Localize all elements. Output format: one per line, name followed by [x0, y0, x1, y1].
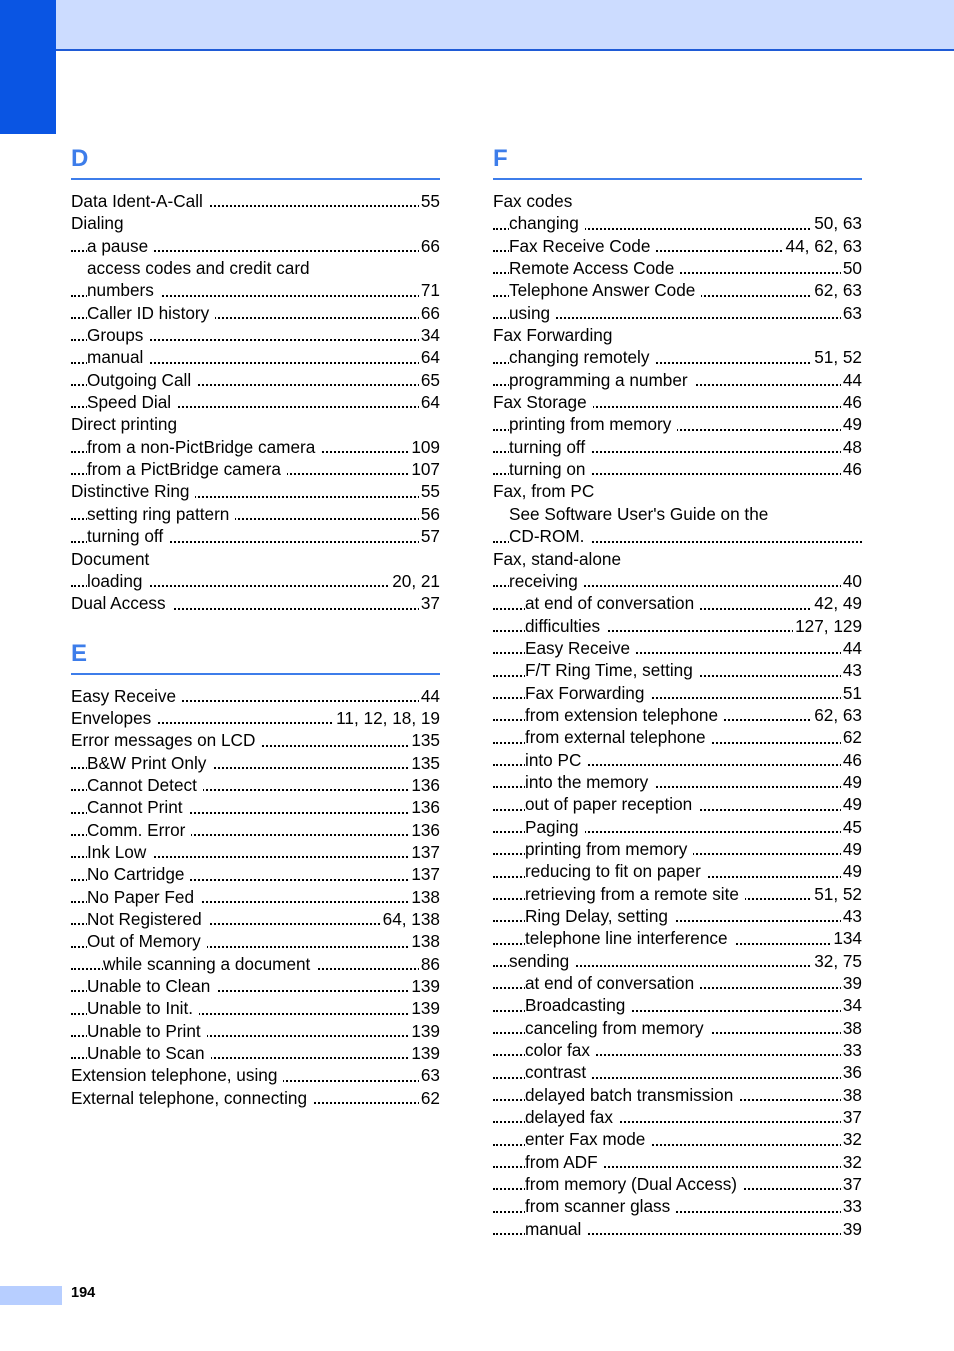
index-term: Ring Delay, setting — [525, 906, 674, 926]
page-reference[interactable]: 34 — [420, 325, 440, 346]
index-entry — [493, 525, 862, 547]
index-term: Comm. Error — [87, 820, 191, 840]
page-reference[interactable]: 44 — [842, 637, 862, 658]
header-band — [0, 0, 954, 51]
index-entry — [493, 905, 862, 927]
index-term: Easy Receive — [525, 638, 636, 658]
index-entry — [71, 391, 440, 413]
index-entry — [493, 927, 862, 949]
index-term: from extension telephone — [525, 705, 724, 725]
page-reference[interactable]: 71 — [420, 280, 440, 301]
page-reference[interactable]: 51, 52 — [814, 883, 862, 904]
index-entry — [493, 413, 862, 435]
page-reference[interactable]: 135 — [411, 752, 440, 773]
index-entry — [71, 729, 440, 751]
page-reference[interactable]: 137 — [411, 864, 440, 885]
page-reference[interactable]: 49 — [842, 794, 862, 815]
index-entry — [71, 819, 440, 841]
page-reference[interactable]: 109 — [411, 436, 440, 457]
index-term: Fax, from PC — [493, 481, 600, 501]
index-term: No Paper Fed — [87, 887, 200, 907]
page-reference[interactable]: 134 — [833, 928, 862, 949]
index-term: from external telephone — [525, 727, 712, 747]
index-entry — [493, 436, 862, 458]
page-reference[interactable]: 135 — [411, 730, 440, 751]
index-entry — [71, 257, 440, 279]
page-reference[interactable]: 37 — [842, 1174, 862, 1195]
index-term: Groups — [87, 325, 149, 345]
page-reference[interactable]: 46 — [842, 459, 862, 480]
page-reference[interactable]: 139 — [411, 976, 440, 996]
index-entry — [493, 994, 862, 1016]
index-term: Remote Access Code — [509, 258, 680, 278]
index-entry — [71, 503, 440, 525]
index-term: Fax, stand-alone — [493, 549, 627, 569]
page-reference[interactable]: 44, 62, 63 — [785, 235, 862, 256]
index-entry — [71, 863, 440, 885]
index-entry — [71, 212, 440, 234]
index-entry — [71, 685, 440, 707]
index-entry — [493, 682, 862, 704]
page-reference[interactable]: 39 — [842, 973, 862, 994]
index-entry — [71, 190, 440, 212]
page-reference[interactable]: 139 — [411, 998, 440, 1019]
index-entry — [71, 841, 440, 863]
index-entry — [493, 257, 862, 279]
index-entry — [493, 548, 862, 570]
page-reference[interactable]: 36 — [842, 1062, 862, 1083]
page-reference[interactable]: 20, 21 — [392, 570, 440, 591]
index-term: changing remotely — [509, 347, 655, 367]
index-term: Fax Storage — [493, 392, 593, 412]
page-reference[interactable]: 127, 129 — [795, 615, 862, 636]
page-reference[interactable]: 65 — [420, 369, 440, 390]
index-term: into the memory — [525, 772, 654, 792]
index-entry — [493, 369, 862, 391]
page-reference[interactable]: 86 — [420, 953, 440, 974]
section-rule — [493, 178, 862, 180]
index-term: difficulties — [525, 616, 606, 636]
index-term: programming a number — [509, 370, 694, 390]
index-entry — [493, 346, 862, 368]
index-term: receiving — [509, 571, 584, 591]
page-reference[interactable]: 50, 63 — [814, 213, 862, 234]
index-entry — [493, 190, 862, 212]
index-entry — [493, 1061, 862, 1083]
index-term: at end of conversation — [525, 593, 700, 613]
index-entry — [71, 1064, 440, 1086]
index-term: Fax Forwarding — [493, 325, 618, 345]
index-term: See Software User's Guide on the — [509, 504, 774, 524]
index-term: turning on — [509, 459, 591, 479]
index-term: reducing to fit on paper — [525, 861, 707, 881]
index-entry — [493, 860, 862, 882]
index-entry — [71, 525, 440, 547]
page-number: 194 — [71, 1285, 96, 1301]
index-term: enter Fax mode — [525, 1129, 651, 1149]
page-reference[interactable]: 138 — [411, 886, 440, 907]
page-reference[interactable]: 43 — [842, 906, 862, 926]
index-term: Dual Access — [71, 593, 172, 613]
index-term: printing from memory — [509, 414, 677, 434]
index-term: manual — [87, 347, 149, 367]
index-entry — [493, 1084, 862, 1106]
index-entry — [493, 279, 862, 301]
index-term: F/T Ring Time, setting — [525, 660, 699, 680]
index-entry — [493, 592, 862, 614]
index-term: a pause — [87, 236, 154, 256]
page-reference[interactable]: 38 — [842, 1017, 862, 1038]
page-reference[interactable]: 44 — [842, 369, 862, 390]
index-column-left — [71, 140, 440, 1109]
page-reference[interactable]: 11, 12, 18, 19 — [336, 707, 440, 728]
index-entry — [71, 1020, 440, 1042]
page-reference[interactable]: 51 — [842, 682, 862, 703]
page-reference[interactable]: 38 — [842, 1084, 862, 1105]
page-reference[interactable]: 55 — [420, 481, 440, 502]
index-term: Dialing — [71, 213, 130, 233]
index-entry — [493, 324, 862, 346]
index-entry — [71, 436, 440, 458]
page-reference[interactable]: 138 — [411, 931, 440, 952]
index-term: changing — [509, 213, 585, 233]
index-entry — [71, 908, 440, 930]
page-reference[interactable]: 107 — [411, 459, 440, 480]
index-entry — [493, 950, 862, 972]
index-term: numbers — [87, 280, 160, 300]
index-term: Caller ID history — [87, 303, 215, 323]
index-entry — [493, 1017, 862, 1039]
page-reference[interactable]: 33 — [842, 1040, 862, 1061]
index-entry — [493, 503, 862, 525]
index-entry — [71, 592, 440, 614]
index-entry — [493, 1195, 862, 1217]
index-entry — [493, 838, 862, 860]
index-entry — [493, 391, 862, 413]
page-reference[interactable]: 136 — [411, 819, 440, 840]
page-reference[interactable]: 33 — [842, 1196, 862, 1217]
page-reference[interactable]: 45 — [842, 816, 862, 837]
section-heading-e: E — [71, 639, 88, 667]
page-reference[interactable]: 40 — [842, 570, 862, 591]
index-term: Unable to Clean — [87, 976, 216, 996]
index-term: at end of conversation — [525, 973, 700, 993]
index-entry — [71, 707, 440, 729]
index-entry — [71, 975, 440, 997]
index-term: from memory (Dual Access) — [525, 1174, 743, 1194]
page-reference[interactable]: 50 — [842, 258, 862, 279]
section-rule — [71, 673, 440, 675]
page-reference[interactable]: 66 — [420, 302, 440, 323]
page-reference[interactable]: 64, 138 — [382, 908, 440, 929]
index-entry — [493, 1128, 862, 1150]
index-entry — [71, 752, 440, 774]
index-entry — [493, 972, 862, 994]
page-reference[interactable]: 49 — [842, 771, 862, 792]
index-term: No Cartridge — [87, 864, 190, 884]
index-term: out of paper reception — [525, 794, 698, 814]
index-term: Error messages on LCD — [71, 730, 261, 750]
section-rule — [71, 178, 440, 180]
index-entry — [71, 1042, 440, 1064]
page-reference[interactable]: 37 — [420, 593, 440, 614]
index-term: from ADF — [525, 1152, 604, 1172]
index-entry — [493, 659, 862, 681]
index-term: Easy Receive — [71, 686, 182, 706]
index-term: Unable to Print — [87, 1021, 207, 1041]
page-reference[interactable]: 46 — [842, 749, 862, 770]
index-term: access codes and credit card — [87, 258, 316, 278]
page-reference[interactable]: 44 — [420, 685, 440, 706]
index-entry — [493, 816, 862, 838]
page-reference[interactable]: 63 — [842, 302, 862, 323]
index-term: from a non-PictBridge camera — [87, 437, 321, 457]
index-term: Telephone Answer Code — [509, 280, 701, 300]
page-reference[interactable]: 56 — [420, 503, 440, 524]
page-reference[interactable]: 46 — [842, 392, 862, 413]
index-entry — [493, 793, 862, 815]
page-reference[interactable]: 49 — [842, 861, 862, 882]
page-reference[interactable]: 62, 63 — [814, 704, 862, 725]
page-reference[interactable]: 32 — [842, 1129, 862, 1150]
index-entry — [71, 796, 440, 818]
index-entry — [71, 480, 440, 502]
index-term: Not Registered — [87, 909, 208, 929]
index-term: into PC — [525, 750, 587, 770]
index-entry — [71, 235, 440, 257]
index-term: Data Ident-A-Call — [71, 191, 209, 211]
index-entry — [71, 930, 440, 952]
page-reference[interactable]: 62 — [842, 727, 862, 748]
page-reference[interactable]: 57 — [420, 526, 440, 547]
index-term: Envelopes — [71, 708, 157, 728]
index-entry — [493, 570, 862, 592]
index-term: printing from memory — [525, 839, 693, 859]
index-term: contrast — [525, 1062, 592, 1082]
page-reference[interactable]: 137 — [411, 841, 440, 862]
page-reference[interactable]: 139 — [411, 1020, 440, 1041]
index-entry — [493, 235, 862, 257]
index-entry — [493, 458, 862, 480]
index-term: canceling from memory — [525, 1018, 710, 1038]
index-term: Broadcasting — [525, 995, 631, 1015]
page-reference[interactable]: 66 — [420, 235, 440, 256]
index-entry — [493, 1039, 862, 1061]
index-entry — [71, 302, 440, 324]
page-reference[interactable]: 39 — [842, 1218, 862, 1239]
index-entry — [71, 346, 440, 368]
index-term: Ink Low — [87, 842, 152, 862]
page-reference[interactable]: 62, 63 — [814, 280, 862, 301]
index-entry — [71, 369, 440, 391]
index-term: Speed Dial — [87, 392, 177, 412]
index-entry — [493, 883, 862, 905]
section-heading-d: D — [71, 145, 89, 172]
page-reference[interactable]: 136 — [411, 797, 440, 818]
index-entry — [493, 1173, 862, 1195]
index-entry — [71, 953, 440, 975]
index-column-right — [493, 140, 862, 1240]
index-term: delayed fax — [525, 1107, 619, 1127]
index-entry — [71, 548, 440, 570]
index-term: Cannot Detect — [87, 775, 203, 795]
index-term: Direct printing — [71, 414, 183, 434]
page-reference[interactable]: 62 — [420, 1087, 440, 1108]
index-term: Paging — [525, 817, 585, 837]
index-term: Fax Receive Code — [509, 236, 656, 256]
index-term: Unable to Init. — [87, 998, 199, 1018]
index-term: telephone line interference — [525, 928, 734, 948]
index-entry — [493, 615, 862, 637]
index-term: while scanning a document — [103, 954, 316, 974]
index-term: from a PictBridge camera — [87, 459, 287, 479]
index-entry — [71, 997, 440, 1019]
index-entry — [71, 458, 440, 480]
page-reference[interactable]: 64 — [420, 347, 440, 368]
page-reference[interactable]: 63 — [420, 1065, 440, 1086]
index-term: sending — [509, 951, 575, 971]
index-term: Distinctive Ring — [71, 481, 195, 501]
index-entry — [71, 774, 440, 796]
index-term: Document — [71, 549, 155, 569]
page-reference[interactable]: 55 — [420, 191, 440, 211]
page-reference[interactable]: 32 — [842, 1151, 862, 1172]
index-term: turning off — [87, 526, 169, 546]
index-entry — [71, 570, 440, 592]
index-entry — [493, 1218, 862, 1240]
index-term: color fax — [525, 1040, 596, 1060]
index-entry — [71, 886, 440, 908]
footer-band — [0, 1286, 62, 1305]
section-heading-f: F — [493, 145, 508, 172]
page-reference[interactable]: 43 — [842, 660, 862, 681]
index-term: B&W Print Only — [87, 753, 212, 773]
index-term: Outgoing Call — [87, 370, 197, 390]
page-reference[interactable]: 136 — [411, 774, 440, 795]
index-entry — [493, 212, 862, 234]
index-tab-marker — [0, 0, 56, 134]
index-term: CD-ROM. — [509, 526, 590, 546]
index-term: Fax codes — [493, 191, 578, 211]
index-entry — [493, 1106, 862, 1128]
index-entry — [493, 1151, 862, 1173]
index-entry — [493, 726, 862, 748]
index-entry — [493, 704, 862, 726]
index-term: External telephone, connecting — [71, 1088, 313, 1108]
index-term: loading — [87, 571, 148, 591]
index-term: turning off — [509, 437, 591, 457]
index-term: Cannot Print — [87, 797, 189, 817]
page-reference[interactable]: 51, 52 — [814, 347, 862, 368]
index-term: delayed batch transmission — [525, 1085, 739, 1105]
page-reference[interactable]: 49 — [842, 838, 862, 859]
index-entry — [493, 749, 862, 771]
index-term: Unable to Scan — [87, 1043, 211, 1063]
index-term: Out of Memory — [87, 931, 207, 951]
index-entry — [493, 771, 862, 793]
page-reference[interactable]: 34 — [842, 995, 862, 1016]
index-term: retrieving from a remote site — [525, 884, 745, 904]
index-term: using — [509, 303, 556, 323]
index-term: setting ring pattern — [87, 504, 235, 524]
page-reference[interactable]: 139 — [411, 1043, 440, 1064]
page-reference[interactable]: 64 — [420, 392, 440, 413]
index-entry — [493, 302, 862, 324]
index-term: manual — [525, 1219, 587, 1239]
index-entry — [71, 413, 440, 435]
index-term: from scanner glass — [525, 1196, 676, 1216]
index-entry — [493, 480, 862, 502]
index-entry — [71, 279, 440, 301]
page-reference[interactable]: 32, 75 — [814, 950, 862, 971]
page-reference[interactable]: 37 — [842, 1107, 862, 1128]
index-entry — [71, 324, 440, 346]
page-reference[interactable]: 42, 49 — [814, 593, 862, 614]
page-reference[interactable]: 49 — [842, 414, 862, 435]
page-reference[interactable]: 48 — [842, 436, 862, 457]
index-term: Fax Forwarding — [525, 683, 650, 703]
index-entry — [493, 637, 862, 659]
index-entry — [71, 1087, 440, 1109]
index-term: Extension telephone, using — [71, 1065, 283, 1085]
